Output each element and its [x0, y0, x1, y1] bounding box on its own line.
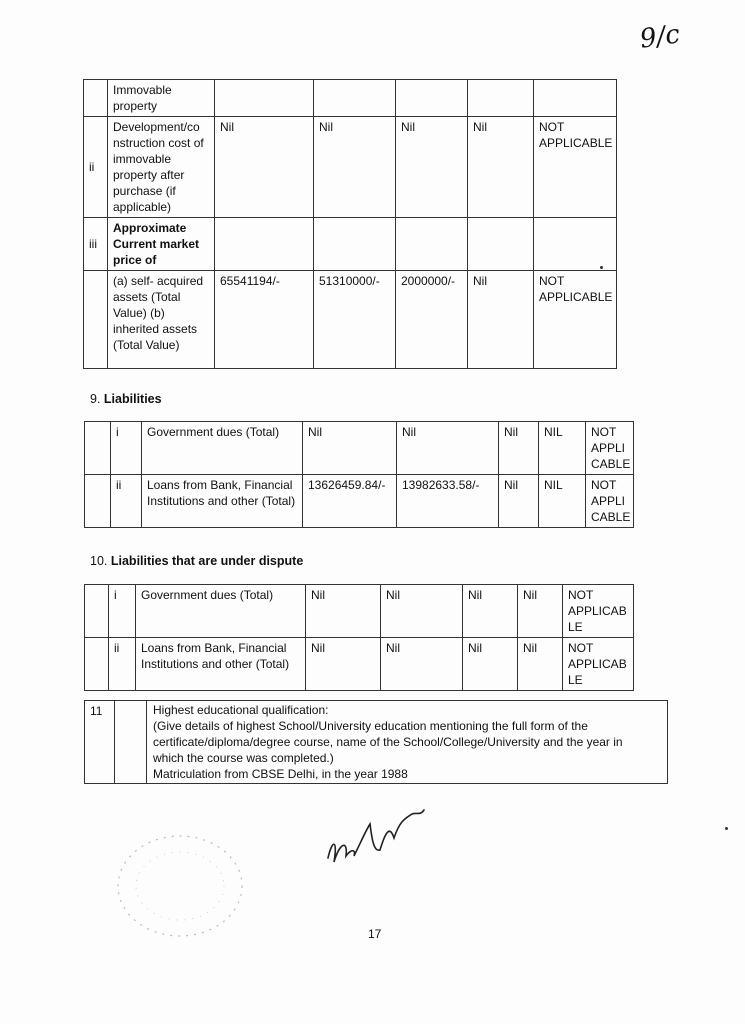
cell: Nil: [499, 475, 539, 528]
cell: 51310000/-: [314, 271, 396, 369]
cell: [396, 80, 468, 117]
cell: 2000000/-: [396, 271, 468, 369]
cell: Nil: [215, 117, 314, 218]
cell: Nil: [396, 117, 468, 218]
cell: NOT APPLICAB LE: [563, 638, 634, 691]
disputed-row-loans: [85, 638, 634, 691]
assets-row-values: [84, 271, 617, 369]
row-label: Loans from Bank, Financial Institutions and other (Total): [142, 475, 303, 528]
cell: Nil: [381, 585, 463, 638]
section-number: 9.: [90, 392, 101, 406]
page-number: 17: [368, 927, 382, 941]
cell: Nil: [397, 422, 499, 475]
cell: Nil: [314, 117, 396, 218]
cell: 13982633.58/-: [397, 475, 499, 528]
cell: Nil: [306, 638, 381, 691]
assets-row-development: [84, 117, 617, 218]
cell: [534, 218, 617, 271]
cell: Nil: [518, 638, 563, 691]
blank-cell: [85, 475, 111, 528]
cell: NOT APPLI CABLE: [586, 422, 634, 475]
cell: NOT APPLICABLE: [534, 117, 617, 218]
signature: [320, 800, 430, 880]
section-title: Liabilities that are under dispute: [110, 554, 304, 568]
assets-row-market-price: [84, 218, 617, 271]
cell: Nil: [499, 422, 539, 475]
disputed-row-govt: [85, 585, 634, 638]
education-details: [147, 701, 668, 784]
row-number: i: [109, 585, 136, 638]
section-number: 10.: [90, 554, 108, 568]
cell: Nil: [303, 422, 397, 475]
education-answer: Matriculation from CBSE Delhi, in the year 1988: [153, 767, 408, 781]
row-label: Immovable property: [108, 80, 215, 117]
section-9-heading: [90, 392, 162, 406]
education-line: which the course was completed.): [153, 751, 334, 765]
cell: Nil: [463, 638, 518, 691]
cell: NIL: [539, 422, 586, 475]
speck: [600, 266, 603, 269]
row-label: Approximate Current market price of: [108, 218, 215, 271]
cell: 65541194/-: [215, 271, 314, 369]
disputed-liabilities-table: [84, 584, 634, 691]
cell: [396, 218, 468, 271]
education-row: [85, 701, 668, 784]
education-table: [84, 700, 668, 784]
cell: NIL: [539, 475, 586, 528]
cell: Nil: [468, 117, 534, 218]
row-label: (a) self- acquired assets (Total Value) (b) inherited assets (Total Value): [108, 271, 215, 369]
blank-cell: [115, 701, 147, 784]
row-number: ii: [109, 638, 136, 691]
row-number: [84, 271, 108, 369]
cell: NOT APPLI CABLE: [586, 475, 634, 528]
row-number: [84, 80, 108, 117]
row-number: ii: [84, 117, 108, 218]
assets-row-immovable: [84, 80, 617, 117]
liabilities-row-loans: [85, 475, 634, 528]
blank-cell: [85, 585, 109, 638]
row-number: i: [111, 422, 142, 475]
cell: Nil: [381, 638, 463, 691]
row-label: Government dues (Total): [142, 422, 303, 475]
assets-table: [83, 79, 617, 369]
cell: [534, 80, 617, 117]
liabilities-table: [84, 421, 634, 528]
faint-seal-stamp: [108, 828, 258, 948]
corner-handwritten-mark: 9/c: [638, 19, 682, 55]
cell: [215, 80, 314, 117]
cell: Nil: [306, 585, 381, 638]
row-label: Loans from Bank, Financial Institutions and other (Total): [136, 638, 306, 691]
cell: Nil: [463, 585, 518, 638]
cell: Nil: [468, 271, 534, 369]
row-label: Development/co nstruction cost of immovable property after purchase (if applicable): [108, 117, 215, 218]
blank-cell: [85, 422, 111, 475]
row-label: Government dues (Total): [136, 585, 306, 638]
cell: 13626459.84/-: [303, 475, 397, 528]
education-line: certificate/diploma/degree course, name of the School/College/University and the year in: [153, 735, 623, 749]
speck: [725, 827, 728, 830]
cell: [468, 218, 534, 271]
cell: [468, 80, 534, 117]
cell: Nil: [518, 585, 563, 638]
row-number: ii: [111, 475, 142, 528]
row-number: 11: [85, 701, 115, 784]
liabilities-row-govt: [85, 422, 634, 475]
education-line: (Give details of highest School/University education mentioning the full form of the: [153, 719, 588, 733]
section-10-heading: [90, 554, 303, 568]
blank-cell: [85, 638, 109, 691]
cell: [215, 218, 314, 271]
section-title: Liabilities: [103, 392, 162, 406]
cell: [314, 218, 396, 271]
cell: [314, 80, 396, 117]
row-number: iii: [84, 218, 108, 271]
cell: NOT APPLICABLE: [534, 271, 617, 369]
education-line: Highest educational qualification:: [153, 703, 329, 717]
cell: NOT APPLICAB LE: [563, 585, 634, 638]
